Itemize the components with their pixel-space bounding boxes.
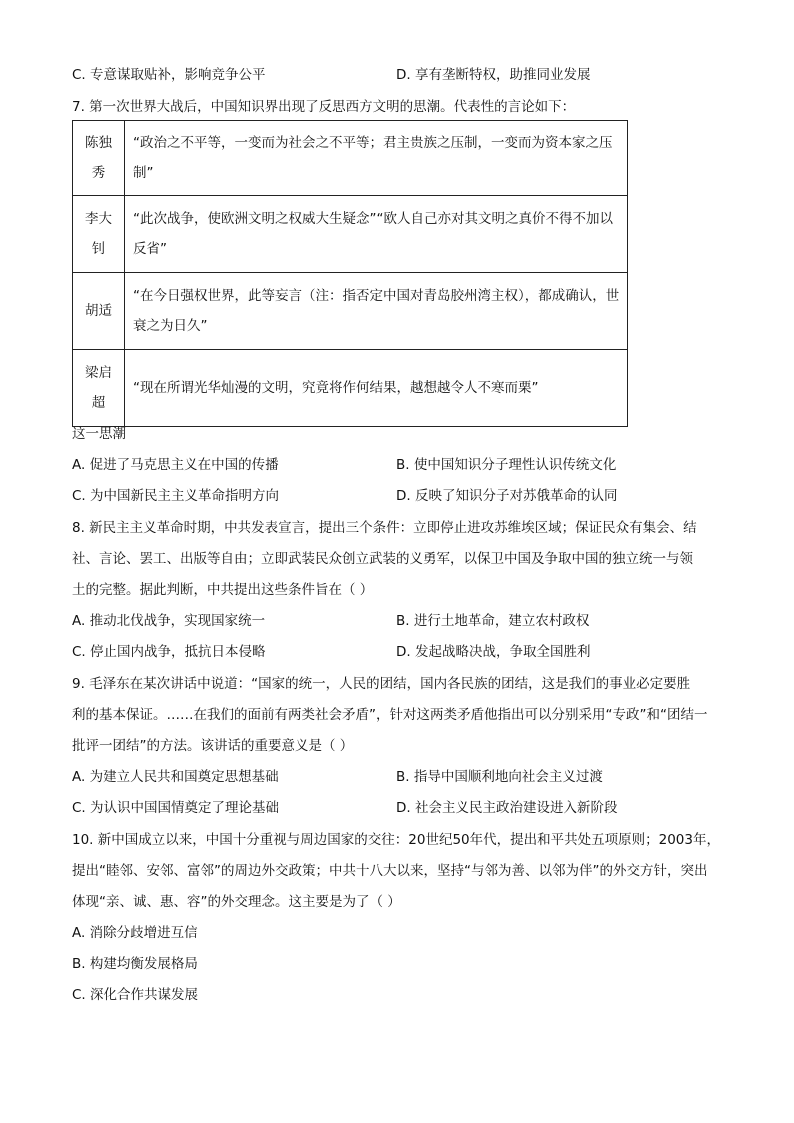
q7-option-c: C. 为中国新民主主义革命指明方向 bbox=[72, 488, 280, 504]
q10-stem-line: 提出“睦邻、安邻、富邻”的周边外交政策；中共十八大以来，坚持“与邻为善、以邻为伴”的外交方针，突出 bbox=[72, 863, 708, 879]
q9-option-b: B. 指导中国顺利地向社会主义过渡 bbox=[396, 769, 603, 785]
q7-option-d: D. 反映了知识分子对苏俄革命的认同 bbox=[396, 488, 618, 504]
quote-text: “现在所谓光华灿漫的文明，究竟将作何结果，越想越令人不寒而栗” bbox=[125, 350, 628, 427]
q10-option-a: A. 消除分歧增进互信 bbox=[72, 925, 198, 941]
q8-stem-line: 8. 新民主主义革命时期，中共发表宣言，提出三个条件：立即停止进攻苏维埃区域；保证民众有集会、结 bbox=[72, 520, 697, 536]
q8-option-b: B. 进行土地革命，建立农村政权 bbox=[396, 613, 590, 629]
q8-stem-line: 土的完整。据此判断，中共提出这些条件旨在（ ） bbox=[72, 582, 374, 598]
person-name: 陈独秀 bbox=[73, 121, 125, 196]
q9-option-a: A. 为建立人民共和国奠定思想基础 bbox=[72, 769, 279, 785]
q10-option-c: C. 深化合作共谋发展 bbox=[72, 987, 199, 1003]
person-name: 李大钊 bbox=[73, 196, 125, 273]
quote-text: “此次战争，使欧洲文明之权威大生疑念”“欧人自己亦对其文明之真价不得不加以反省” bbox=[125, 196, 628, 273]
q9-stem-line: 利的基本保证。……在我们的面前有两类社会矛盾”，针对这两类矛盾他指出可以分别采用“专政”和“团结一 bbox=[72, 707, 708, 723]
q7-option-b: B. 使中国知识分子理性认识传统文化 bbox=[396, 457, 617, 473]
q7-quote-table bbox=[72, 120, 628, 427]
q7-stem: 7. 第一次世界大战后，中国知识界出现了反思西方文明的思潮。代表性的言论如下： bbox=[72, 99, 576, 115]
quote-text: “在今日强权世界，此等妄言（注：指否定中国对青岛胶州湾主权），都成确认，世衰之为日久” bbox=[125, 273, 628, 350]
table-row bbox=[73, 196, 628, 273]
q8-option-a: A. 推动北伐战争，实现国家统一 bbox=[72, 613, 266, 629]
person-name: 胡适 bbox=[73, 273, 125, 350]
q6-option-d: D. 享有垄断特权，助推同业发展 bbox=[396, 67, 591, 83]
q9-stem-line: 9. 毛泽东在某次讲话中说道：“国家的统一，人民的团结，国内各民族的团结，这是我们的事业必定要胜 bbox=[72, 676, 691, 692]
q7-option-a: A. 促进了马克思主义在中国的传播 bbox=[72, 457, 279, 473]
q8-option-c: C. 停止国内战争，抵抗日本侵略 bbox=[72, 644, 266, 660]
q9-option-c: C. 为认识中国国情奠定了理论基础 bbox=[72, 800, 280, 816]
q10-stem-line: 10. 新中国成立以来，中国十分重视与周边国家的交往：20世纪50年代，提出和平共处五项原则；2003年， bbox=[72, 832, 720, 848]
table-row bbox=[73, 121, 628, 196]
q9-stem-line: 批评一团结”的方法。该讲话的重要意义是（ ） bbox=[72, 738, 354, 754]
table-row bbox=[73, 273, 628, 350]
person-name: 梁启超 bbox=[73, 350, 125, 427]
quote-text: “政治之不平等，一变而为社会之不平等；君主贵族之压制，一变而为资本家之压制” bbox=[125, 121, 628, 196]
q9-option-d: D. 社会主义民主政治建设进入新阶段 bbox=[396, 800, 618, 816]
q10-option-b: B. 构建均衡发展格局 bbox=[72, 956, 198, 972]
q8-option-d: D. 发起战略决战，争取全国胜利 bbox=[396, 644, 591, 660]
q6-option-c: C. 专意谋取贴补，影响竞争公平 bbox=[72, 67, 266, 83]
q7-follow-text: 这一思潮 bbox=[72, 426, 126, 442]
q10-stem-line: 体现“亲、诚、惠、容”的外交理念。这主要是为了（ ） bbox=[72, 894, 401, 910]
table-row bbox=[73, 350, 628, 427]
q8-stem-line: 社、言论、罢工、出版等自由；立即武装民众创立武装的义勇军，以保卫中国及争取中国的独立统一与领 bbox=[72, 551, 693, 567]
